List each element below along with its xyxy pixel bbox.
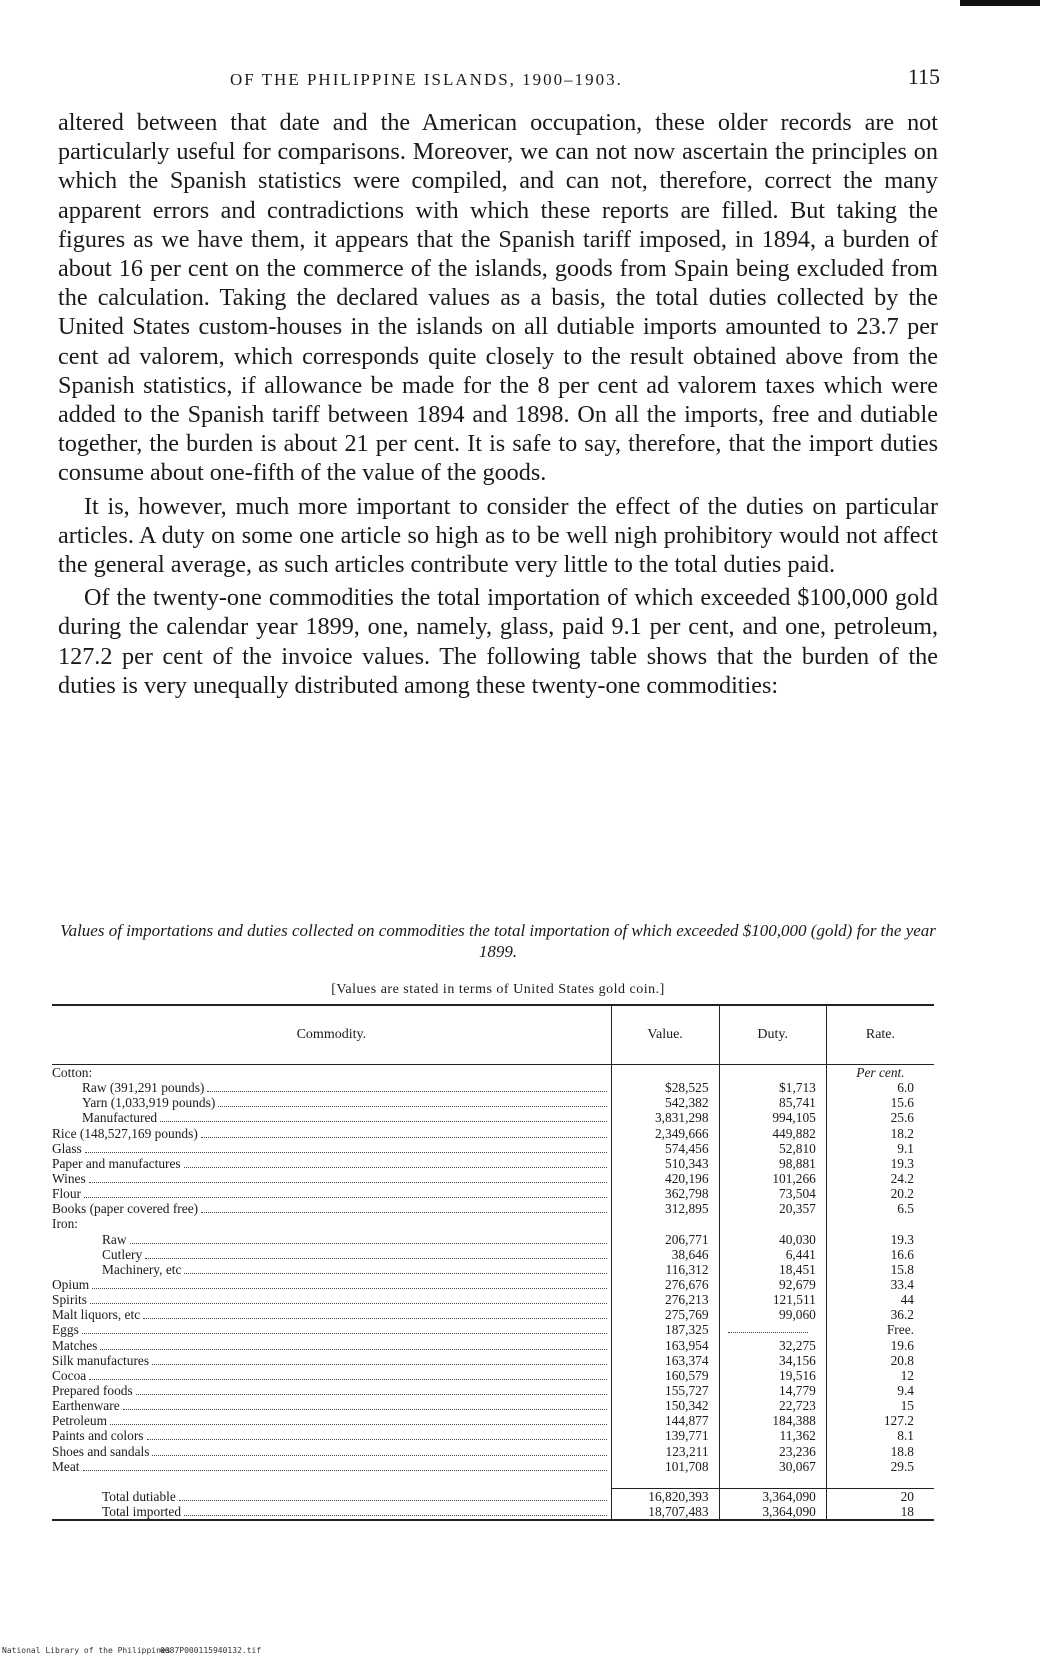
cell-commodity bbox=[52, 1232, 611, 1247]
table-row bbox=[52, 1322, 934, 1337]
leader-dots bbox=[145, 1257, 607, 1259]
cell-commodity bbox=[52, 1247, 611, 1262]
cell-rate: 18.8 bbox=[826, 1444, 934, 1459]
table-row bbox=[52, 1080, 934, 1095]
row-label: Opium bbox=[52, 1277, 90, 1293]
cell-commodity bbox=[52, 1156, 611, 1171]
row-label-wrap bbox=[52, 1383, 611, 1398]
leader-dots bbox=[184, 1272, 606, 1274]
cell-rate: 15 bbox=[826, 1398, 934, 1413]
cell-total-duty: 3,364,090 bbox=[719, 1504, 826, 1520]
cell-duty: 40,030 bbox=[719, 1232, 826, 1247]
duties-table bbox=[52, 1004, 934, 1521]
cell-rate: 25.6 bbox=[826, 1110, 934, 1125]
cell-rate: 24.2 bbox=[826, 1171, 934, 1186]
table-row bbox=[52, 1201, 934, 1216]
body-text bbox=[58, 108, 938, 704]
row-label-wrap bbox=[52, 1489, 611, 1504]
cell-value: 160,579 bbox=[611, 1368, 719, 1383]
cell-total-value: 16,820,393 bbox=[611, 1488, 719, 1504]
table-row bbox=[52, 1262, 934, 1277]
cell-duty: 994,105 bbox=[719, 1110, 826, 1125]
row-label: Shoes and sandals bbox=[52, 1443, 150, 1459]
cell-duty: 52,810 bbox=[719, 1141, 826, 1156]
cell-rate: 6.0 bbox=[826, 1080, 934, 1095]
row-label-wrap bbox=[52, 1095, 611, 1110]
header-value: Value. bbox=[611, 1005, 719, 1065]
cell-rate: 19.3 bbox=[826, 1156, 934, 1171]
row-label-wrap bbox=[52, 1247, 611, 1262]
cell-value: 542,382 bbox=[611, 1095, 719, 1110]
row-label: Malt liquors, etc bbox=[52, 1307, 141, 1323]
cell-duty: 6,441 bbox=[719, 1247, 826, 1262]
row-label: Raw bbox=[102, 1231, 127, 1247]
row-label-wrap bbox=[52, 1444, 611, 1459]
running-head: OF THE PHILIPPINE ISLANDS, 1900–1903. bbox=[230, 70, 623, 89]
table-gap-row bbox=[52, 1474, 934, 1489]
cell-commodity bbox=[52, 1141, 611, 1156]
cell-value: 187,325 bbox=[611, 1322, 719, 1337]
row-label-wrap bbox=[52, 1262, 611, 1277]
cell-value: 163,374 bbox=[611, 1353, 719, 1368]
page-number: 115 bbox=[907, 64, 940, 89]
leader-dots bbox=[184, 1166, 607, 1168]
leader-dots bbox=[89, 1378, 606, 1380]
row-label-wrap bbox=[52, 1171, 611, 1186]
paragraph-3: Of the twenty-one commodities the total importation of which exceeded $100,000 gold during the calendar year 1899, one, namely, glass, paid 9.1 per cent, and one, petroleum, 127.2 per cent of the invoice values. The following table shows that the burden of the duties is very unequally distributed among these twenty-one commodities: bbox=[58, 584, 938, 699]
cell-commodity bbox=[52, 1110, 611, 1125]
cell-value: 101,708 bbox=[611, 1459, 719, 1474]
row-label: Meat bbox=[52, 1458, 80, 1474]
cell-value: 123,211 bbox=[611, 1444, 719, 1459]
cell-rate: 12 bbox=[826, 1368, 934, 1383]
cell-value: 312,895 bbox=[611, 1201, 719, 1216]
table-row bbox=[52, 1065, 934, 1081]
row-label: Cocoa bbox=[52, 1367, 87, 1383]
table-row bbox=[52, 1126, 934, 1141]
row-label: Paper and manufactures bbox=[52, 1155, 181, 1171]
row-label: Machinery, etc bbox=[102, 1261, 182, 1277]
paragraph-2: It is, however, much more important to consider the effect of the duties on particular articles. A duty on some one article so high as to be well nigh prohibitory would not affect the general average, as such articles contribute very little to the total duties paid. bbox=[58, 492, 938, 579]
row-label: Cotton: bbox=[52, 1065, 93, 1081]
cell-rate: 9.4 bbox=[826, 1383, 934, 1398]
table-row bbox=[52, 1095, 934, 1110]
cell-commodity bbox=[52, 1277, 611, 1292]
row-label-wrap bbox=[52, 1156, 611, 1171]
table-note: [Values are stated in terms of United States gold coin.] bbox=[331, 982, 665, 997]
cell-commodity bbox=[52, 1322, 611, 1337]
cell-duty bbox=[719, 1322, 826, 1337]
cell-total-duty: 3,364,090 bbox=[719, 1488, 826, 1504]
row-label: Total imported bbox=[102, 1504, 182, 1519]
cell-value: 150,342 bbox=[611, 1398, 719, 1413]
cell-duty: 101,266 bbox=[719, 1171, 826, 1186]
row-label: Wines bbox=[52, 1171, 86, 1187]
leader-dots bbox=[92, 1287, 606, 1289]
cell-value: 206,771 bbox=[611, 1232, 719, 1247]
row-label: Spirits bbox=[52, 1292, 87, 1308]
cell-commodity bbox=[52, 1444, 611, 1459]
row-label-wrap bbox=[52, 1126, 611, 1141]
cell-duty: 184,388 bbox=[719, 1413, 826, 1428]
cell-value: 362,798 bbox=[611, 1186, 719, 1201]
table-row bbox=[52, 1186, 934, 1201]
table-row bbox=[52, 1428, 934, 1443]
cell-rate: 16.6 bbox=[826, 1247, 934, 1262]
cell-duty bbox=[719, 1216, 826, 1231]
gap-cell bbox=[826, 1474, 934, 1489]
footer-file: 0087P000115940132.tif bbox=[160, 1646, 262, 1655]
row-label: Silk manufactures bbox=[52, 1352, 150, 1368]
cell-rate: 44 bbox=[826, 1292, 934, 1307]
table-row bbox=[52, 1413, 934, 1428]
row-label-wrap bbox=[52, 1232, 611, 1247]
cell-commodity bbox=[52, 1368, 611, 1383]
cell-duty: 92,679 bbox=[719, 1277, 826, 1292]
leader-dots bbox=[90, 1302, 607, 1304]
cell-rate: 15.8 bbox=[826, 1262, 934, 1277]
row-label-wrap bbox=[52, 1080, 611, 1095]
table-row bbox=[52, 1307, 934, 1322]
cell-rate: 19.6 bbox=[826, 1338, 934, 1353]
leader-dots bbox=[110, 1423, 607, 1425]
cell-value: 420,196 bbox=[611, 1171, 719, 1186]
cell-commodity bbox=[52, 1201, 611, 1216]
total-row bbox=[52, 1504, 934, 1520]
row-label-wrap bbox=[52, 1141, 611, 1156]
leader-dots bbox=[143, 1317, 607, 1319]
cell-rate bbox=[826, 1216, 934, 1231]
table-row bbox=[52, 1216, 934, 1231]
cell-duty: 34,156 bbox=[719, 1353, 826, 1368]
cell-commodity bbox=[52, 1353, 611, 1368]
cell-value: 276,676 bbox=[611, 1277, 719, 1292]
cell-commodity bbox=[52, 1307, 611, 1322]
row-label: Flour bbox=[52, 1186, 82, 1202]
table-row bbox=[52, 1247, 934, 1262]
row-label: Rice (148,527,169 pounds) bbox=[52, 1125, 198, 1141]
cell-duty: 14,779 bbox=[719, 1383, 826, 1398]
leader-dots bbox=[100, 1348, 606, 1350]
cell-commodity bbox=[52, 1171, 611, 1186]
leader-dots bbox=[89, 1181, 607, 1183]
cell-total-rate: 18 bbox=[826, 1504, 934, 1520]
cell-commodity bbox=[52, 1095, 611, 1110]
cell-duty: 99,060 bbox=[719, 1307, 826, 1322]
row-label-wrap bbox=[52, 1368, 611, 1383]
table-row bbox=[52, 1171, 934, 1186]
cell-duty: 19,516 bbox=[719, 1368, 826, 1383]
row-label-wrap bbox=[52, 1353, 611, 1368]
cell-commodity bbox=[52, 1338, 611, 1353]
leader-dots bbox=[123, 1408, 607, 1410]
cell-commodity bbox=[52, 1413, 611, 1428]
cell-value: 155,727 bbox=[611, 1383, 719, 1398]
cell-rate-unit: Per cent. bbox=[826, 1065, 934, 1081]
row-label-wrap bbox=[52, 1459, 611, 1474]
row-label-wrap bbox=[52, 1110, 611, 1125]
cell-rate: Free. bbox=[826, 1322, 934, 1337]
row-label: Prepared foods bbox=[52, 1383, 133, 1399]
cell-value: 116,312 bbox=[611, 1262, 719, 1277]
row-label: Eggs bbox=[52, 1322, 79, 1338]
row-label-wrap bbox=[52, 1504, 611, 1519]
table-row bbox=[52, 1156, 934, 1171]
table-row bbox=[52, 1353, 934, 1368]
table-row bbox=[52, 1338, 934, 1353]
row-label-wrap bbox=[52, 1216, 611, 1231]
leader-dots bbox=[152, 1363, 607, 1365]
cell-value: 3,831,298 bbox=[611, 1110, 719, 1125]
commodities-table bbox=[52, 1004, 934, 1521]
leader-dots bbox=[179, 1499, 607, 1501]
cell-rate: 18.2 bbox=[826, 1126, 934, 1141]
page-header bbox=[60, 62, 940, 92]
cell-value: $28,525 bbox=[611, 1080, 719, 1095]
table-row bbox=[52, 1141, 934, 1156]
cell-value: 510,343 bbox=[611, 1156, 719, 1171]
gap-cell bbox=[611, 1474, 719, 1489]
row-label-wrap bbox=[52, 1292, 611, 1307]
leader-dots bbox=[184, 1514, 607, 1516]
leader-dots bbox=[201, 1136, 607, 1138]
cell-duty: 449,882 bbox=[719, 1126, 826, 1141]
leader-dots bbox=[82, 1332, 607, 1334]
row-label: Yarn (1,033,919 pounds) bbox=[82, 1095, 216, 1111]
cell-commodity bbox=[52, 1292, 611, 1307]
gap-cell bbox=[719, 1474, 826, 1489]
leader-dots bbox=[85, 1151, 607, 1153]
cell-duty: 32,275 bbox=[719, 1338, 826, 1353]
row-label-wrap bbox=[52, 1338, 611, 1353]
cell-total-value: 18,707,483 bbox=[611, 1504, 719, 1520]
table-row bbox=[52, 1383, 934, 1398]
footer-library: National Library of the Philippines bbox=[2, 1646, 171, 1655]
leader-dots bbox=[160, 1120, 607, 1122]
cell-duty: 98,881 bbox=[719, 1156, 826, 1171]
cell-value: 276,213 bbox=[611, 1292, 719, 1307]
table-body bbox=[52, 1065, 934, 1521]
cell-value bbox=[611, 1216, 719, 1231]
row-label-wrap bbox=[52, 1277, 611, 1292]
row-label: Raw (391,291 pounds) bbox=[82, 1080, 205, 1096]
row-label-wrap bbox=[52, 1398, 611, 1413]
table-caption: Values of importations and duties collected on commodities the total importation of which exceeded $100,000 (gold) for the year 1899. bbox=[60, 921, 936, 961]
row-label-wrap bbox=[52, 1322, 611, 1337]
row-label: Books (paper covered free) bbox=[52, 1201, 199, 1217]
row-label: Cutlery bbox=[102, 1246, 143, 1262]
duty-dotted-line bbox=[728, 1322, 808, 1333]
row-label: Manufactured bbox=[82, 1110, 158, 1126]
cell-commodity bbox=[52, 1126, 611, 1141]
scan-edge-mark bbox=[960, 0, 1040, 6]
cell-value: 144,877 bbox=[611, 1413, 719, 1428]
leader-dots bbox=[83, 1469, 607, 1471]
cell-commodity bbox=[52, 1262, 611, 1277]
table-row bbox=[52, 1232, 934, 1247]
leader-dots bbox=[84, 1196, 607, 1198]
header-commodity: Commodity. bbox=[52, 1005, 611, 1065]
cell-duty: 23,236 bbox=[719, 1444, 826, 1459]
cell-rate: 19.3 bbox=[826, 1232, 934, 1247]
cell-commodity bbox=[52, 1216, 611, 1231]
table-header-row bbox=[52, 1005, 934, 1065]
row-label-wrap bbox=[52, 1201, 611, 1216]
cell-duty: 73,504 bbox=[719, 1186, 826, 1201]
cell-duty bbox=[719, 1065, 826, 1081]
cell-duty: 30,067 bbox=[719, 1459, 826, 1474]
cell-commodity bbox=[52, 1186, 611, 1201]
cell-duty: 85,741 bbox=[719, 1095, 826, 1110]
cell-value: 275,769 bbox=[611, 1307, 719, 1322]
cell-rate: 15.6 bbox=[826, 1095, 934, 1110]
table-row bbox=[52, 1292, 934, 1307]
gap-cell bbox=[52, 1474, 611, 1489]
cell-rate: 9.1 bbox=[826, 1141, 934, 1156]
cell-value: 163,954 bbox=[611, 1338, 719, 1353]
leader-dots bbox=[147, 1438, 607, 1440]
cell-duty: 20,357 bbox=[719, 1201, 826, 1216]
total-row bbox=[52, 1488, 934, 1504]
cell-rate: 33.4 bbox=[826, 1277, 934, 1292]
row-label-wrap bbox=[52, 1065, 611, 1080]
leader-dots bbox=[218, 1105, 606, 1107]
cell-rate: 36.2 bbox=[826, 1307, 934, 1322]
header-rate: Rate. bbox=[826, 1005, 934, 1065]
scan-footer bbox=[0, 1646, 1040, 1658]
leader-dots bbox=[136, 1393, 607, 1395]
cell-commodity bbox=[52, 1080, 611, 1095]
cell-rate: 8.1 bbox=[826, 1428, 934, 1443]
cell-commodity bbox=[52, 1459, 611, 1474]
row-label: Glass bbox=[52, 1140, 82, 1156]
cell-total-label bbox=[52, 1488, 611, 1504]
row-label: Iron: bbox=[52, 1216, 79, 1232]
cell-rate: 127.2 bbox=[826, 1413, 934, 1428]
paragraph-1: altered between that date and the American occupation, these older records are not particularly useful for comparisons. Moreover, we can not now ascertain the principles on which the Spanish statistics were compiled, and can not, therefore, correct the many apparent errors and contradictions with which these reports are filled. But taking the figures as we have them, it appears that the Spanish tariff imposed, in 1894, a burden of about 16 per cent on the commerce of the islands, goods from Spain being excluded from the calculation. Taking the declared values as a basis, the total duties collected by the United States custom-houses in the islands on all dutiable imports amounted to 23.7 per cent ad valorem, which corresponds quite closely to the result obtained above from the Spanish statistics, if allowance be made for the 8 per cent ad valorem taxes which were added to the Spanish tariff between 1894 and 1898. On all the imports, free and dutiable together, the burden is about 21 per cent. It is safe to say, therefore, that the import duties consume about one-fifth of the value of the goods. bbox=[58, 109, 938, 487]
cell-duty: 18,451 bbox=[719, 1262, 826, 1277]
cell-value: 139,771 bbox=[611, 1428, 719, 1443]
cell-duty: $1,713 bbox=[719, 1080, 826, 1095]
row-label: Petroleum bbox=[52, 1413, 108, 1429]
table-row bbox=[52, 1110, 934, 1125]
cell-commodity bbox=[52, 1383, 611, 1398]
table-row bbox=[52, 1459, 934, 1474]
cell-value bbox=[611, 1065, 719, 1081]
row-label-wrap bbox=[52, 1307, 611, 1322]
cell-total-rate: 20 bbox=[826, 1488, 934, 1504]
row-label-wrap bbox=[52, 1413, 611, 1428]
leader-dots bbox=[152, 1454, 606, 1456]
cell-commodity bbox=[52, 1398, 611, 1413]
table-row bbox=[52, 1368, 934, 1383]
cell-rate: 29.5 bbox=[826, 1459, 934, 1474]
cell-duty: 121,511 bbox=[719, 1292, 826, 1307]
cell-duty: 11,362 bbox=[719, 1428, 826, 1443]
cell-value: 2,349,666 bbox=[611, 1126, 719, 1141]
leader-dots bbox=[130, 1242, 607, 1244]
cell-commodity bbox=[52, 1428, 611, 1443]
table-row bbox=[52, 1444, 934, 1459]
table-row bbox=[52, 1277, 934, 1292]
cell-total-label bbox=[52, 1504, 611, 1520]
header-duty: Duty. bbox=[719, 1005, 826, 1065]
row-label: Matches bbox=[52, 1337, 98, 1353]
cell-value: 574,456 bbox=[611, 1141, 719, 1156]
row-label: Total dutiable bbox=[102, 1488, 176, 1504]
cell-commodity bbox=[52, 1065, 611, 1081]
cell-duty: 22,723 bbox=[719, 1398, 826, 1413]
cell-value: 38,646 bbox=[611, 1247, 719, 1262]
row-label-wrap bbox=[52, 1428, 611, 1443]
row-label: Paints and colors bbox=[52, 1428, 144, 1444]
leader-dots bbox=[201, 1211, 607, 1213]
leader-dots bbox=[207, 1090, 606, 1092]
row-label: Earthenware bbox=[52, 1398, 120, 1414]
table-row bbox=[52, 1398, 934, 1413]
cell-rate: 20.8 bbox=[826, 1353, 934, 1368]
cell-rate: 6.5 bbox=[826, 1201, 934, 1216]
row-label-wrap bbox=[52, 1186, 611, 1201]
cell-rate: 20.2 bbox=[826, 1186, 934, 1201]
